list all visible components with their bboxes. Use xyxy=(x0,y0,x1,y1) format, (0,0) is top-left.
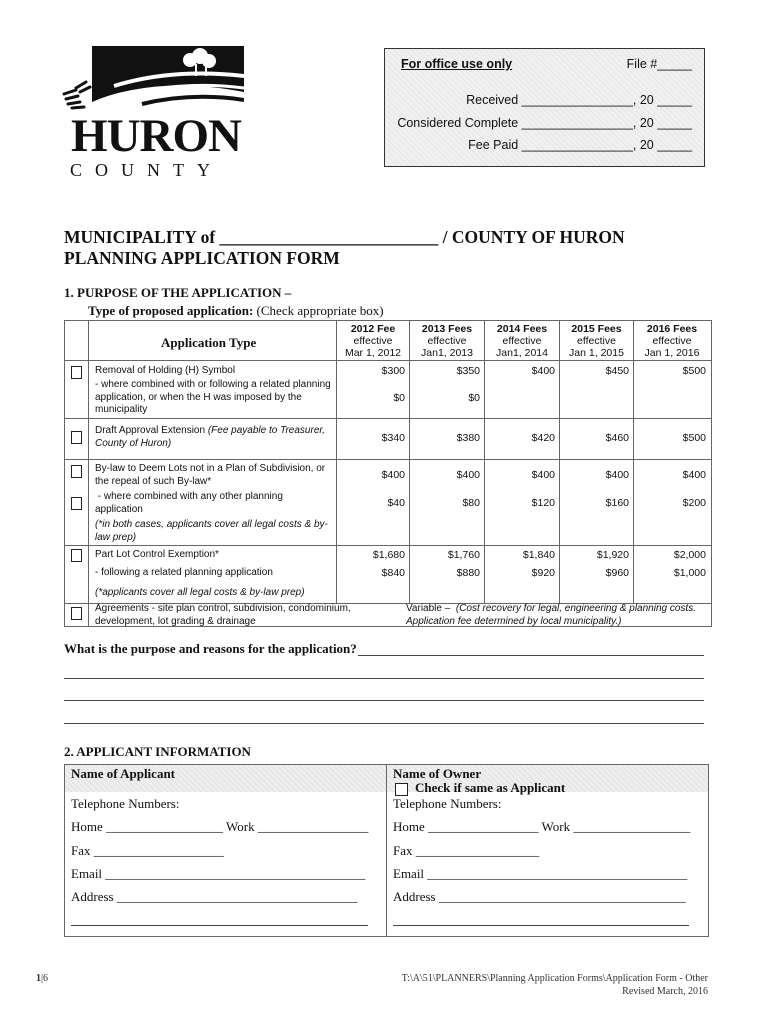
deem-sub-fee-2016: $200 xyxy=(682,497,706,509)
draft-checkbox[interactable] xyxy=(71,431,82,444)
partlot-note: (*applicants cover all legal costs & by-law prep) xyxy=(95,587,305,598)
purpose-answer-line-1[interactable] xyxy=(64,678,704,679)
deem-fee-2014: $400 xyxy=(531,469,555,481)
purpose-answer-line-3[interactable] xyxy=(64,723,704,724)
partlot-sub-fee-2014: $920 xyxy=(531,567,555,579)
deem-note: (*in both cases, applicants cover all legal costs & by-law prep) xyxy=(95,519,328,543)
applicant-address-field[interactable]: Address _____________________________________ xyxy=(71,889,358,904)
fee-paid-field: Fee Paid ________________, 20 _____ xyxy=(468,138,692,152)
page-number: 1|6 xyxy=(36,973,49,984)
form-title-line2: PLANNING APPLICATION FORM xyxy=(64,248,340,268)
office-use-box xyxy=(384,48,705,167)
deem-fee-2013: $400 xyxy=(456,469,480,481)
deem-checkbox[interactable] xyxy=(71,465,82,478)
column-header-2015: 2015 Fees effective Jan 1, 2015 xyxy=(569,323,624,359)
fee-table xyxy=(64,320,712,627)
draft-fee-2015: $460 xyxy=(605,432,629,444)
partlot-fee-2015: $1,920 xyxy=(596,549,629,561)
column-header-2014: 2014 Fees effective Jan1, 2014 xyxy=(496,323,548,359)
deem-fee-2015: $400 xyxy=(605,469,629,481)
draft-fee-2014: $420 xyxy=(531,432,555,444)
holding-fee-2015: $450 xyxy=(605,365,629,377)
partlot-checkbox[interactable] xyxy=(71,549,82,562)
agreements-variable: Variable – (Cost recovery for legal, engineering & planning costs. Application fee determined by local municipality.) xyxy=(406,603,696,627)
agreements-checkbox[interactable] xyxy=(71,607,82,620)
section1-type-line xyxy=(88,303,384,319)
revised-date: Revised March, 2016 xyxy=(622,986,708,997)
owner-home-work-field[interactable]: Home _________________ Work __________________ xyxy=(393,819,691,834)
file-path: T:\A\51\PLANNERS\Planning Application Forms\Application Form - Other xyxy=(401,973,708,984)
huron-county-logo xyxy=(62,46,244,114)
owner-email-field[interactable]: Email ________________________________________ xyxy=(393,866,688,881)
owner-address-field[interactable]: Address ______________________________________ xyxy=(393,889,686,904)
partlot-sub-fee-2015: $960 xyxy=(605,567,629,579)
partlot-fee-2013: $1,760 xyxy=(447,549,480,561)
owner-address-line-2[interactable] xyxy=(393,925,689,926)
purpose-answer-line-2[interactable] xyxy=(64,700,704,701)
holding-fee-2014: $400 xyxy=(531,365,555,377)
partlot-sub-fee-2013: $880 xyxy=(456,567,480,579)
holding-sub-fee-2012: $0 xyxy=(393,392,405,404)
deem-sub-fee-2014: $120 xyxy=(531,497,555,509)
holding-label: Removal of Holding (H) Symbol xyxy=(95,365,236,376)
partlot-label: Part Lot Control Exemption* xyxy=(95,549,219,560)
partlot-sub-fee-2012: $840 xyxy=(381,567,405,579)
column-header-2012: 2012 Fee effective Mar 1, 2012 xyxy=(344,323,402,359)
applicant-home-work-field[interactable]: Home __________________ Work _________________ xyxy=(71,819,369,834)
partlot-fee-2014: $1,840 xyxy=(522,549,555,561)
owner-fax-field[interactable]: Fax ___________________ xyxy=(393,843,540,858)
owner-name-label: Name of Owner xyxy=(393,766,482,781)
draft-fee-2013: $380 xyxy=(456,432,480,444)
logo-huron-text: HURON xyxy=(71,110,241,162)
type-hint: (Check appropriate box) xyxy=(256,303,384,318)
received-field: Received ________________, 20 _____ xyxy=(466,93,692,107)
deem-sub-fee-2015: $160 xyxy=(605,497,629,509)
purpose-answer-line-0[interactable] xyxy=(358,655,704,656)
holding-sub-fee-2013: $0 xyxy=(468,392,480,404)
holding-fee-2013: $350 xyxy=(456,365,480,377)
same-as-applicant-label: Check if same as Applicant xyxy=(415,780,566,795)
type-label: Type of proposed application: xyxy=(88,303,254,318)
draft-label: Draft Approval Extension (Fee payable to Treasurer, County of Huron) xyxy=(95,425,325,449)
applicant-table xyxy=(64,764,709,937)
deem-label: By-law to Deem Lots not in a Plan of Subdivision, or the repeal of such By-law* xyxy=(95,463,326,487)
application-type-header: Application Type xyxy=(161,335,257,350)
section2-heading: 2. APPLICANT INFORMATION xyxy=(64,744,251,759)
purpose-question: What is the purpose and reasons for the application? xyxy=(64,641,357,656)
applicant-address-line-2[interactable] xyxy=(71,925,368,926)
owner-phones-label: Telephone Numbers: xyxy=(393,796,502,811)
partlot-sub-fee-2016: $1,000 xyxy=(673,567,706,579)
office-use-title: For office use only xyxy=(401,57,513,71)
logo-county-text: COUNTY xyxy=(70,160,223,180)
column-header-2016: 2016 Fees effective Jan 1, 2016 xyxy=(644,323,700,359)
considered-complete-field: Considered Complete ________________, 20 _____ xyxy=(397,116,692,130)
section1-heading: 1. PURPOSE OF THE APPLICATION – xyxy=(64,285,292,300)
draft-fee-2012: $340 xyxy=(381,432,405,444)
holding-fee-2012: $300 xyxy=(381,365,405,377)
partlot-fee-2012: $1,680 xyxy=(372,549,405,561)
applicant-fax-field[interactable]: Fax ____________________ xyxy=(71,843,224,858)
form-title-line1: MUNICIPALITY of _________________________ / COUNTY OF HURON xyxy=(64,227,625,247)
deem-fee-2016: $400 xyxy=(682,469,706,481)
partlot-sub-label: - following a related planning application xyxy=(95,567,273,578)
deem-fee-2012: $400 xyxy=(381,469,405,481)
same-as-applicant-checkbox[interactable] xyxy=(395,783,408,796)
holding-fee-2016: $500 xyxy=(682,365,706,377)
column-header-2013: 2013 Fees effective Jan1, 2013 xyxy=(421,323,473,359)
applicant-name-label: Name of Applicant xyxy=(71,766,175,781)
draft-fee-2016: $500 xyxy=(682,432,706,444)
applicant-phones-label: Telephone Numbers: xyxy=(71,796,180,811)
agreements-label: Agreements - site plan control, subdivision, condominium, development, lot grading & drainage xyxy=(95,603,351,627)
deem-sub-fee-2013: $80 xyxy=(462,497,480,509)
deem-combined-checkbox[interactable] xyxy=(71,497,82,510)
deem-sub-fee-2012: $40 xyxy=(387,497,405,509)
applicant-email-field[interactable]: Email ________________________________________ xyxy=(71,866,366,881)
file-number-field: File #_____ xyxy=(626,57,692,71)
holding-sub-label: - where combined with or following a related planning application, or when the H was imposed by the municipality xyxy=(95,379,331,415)
partlot-fee-2016: $2,000 xyxy=(673,549,706,561)
holding-checkbox[interactable] xyxy=(71,366,82,379)
deem-sub-label: - where combined with any other planning application xyxy=(95,491,286,515)
